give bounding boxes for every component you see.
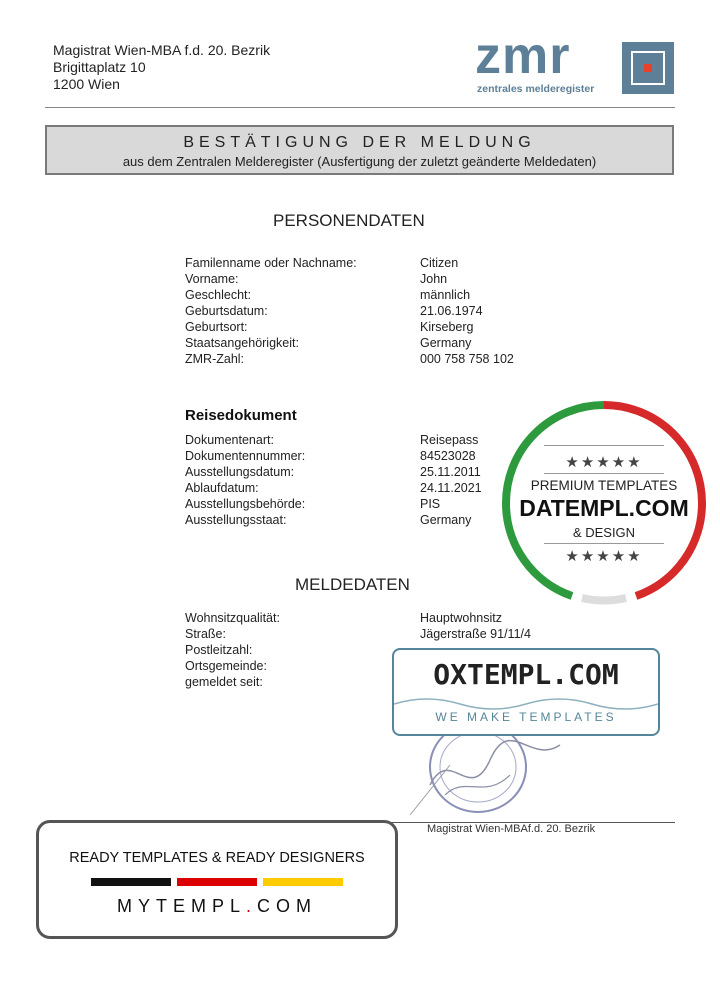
field-label: Ausstellungsstaat: xyxy=(185,513,287,527)
authority-name: Magistrat Wien-MBA f.d. 20. Bezrik xyxy=(53,42,271,58)
field-value: Germany xyxy=(420,336,472,350)
field-value: John xyxy=(420,272,448,286)
oxtempl-subtitle: WE MAKE TEMPLATES xyxy=(435,710,617,724)
field-label: Staatsangehörigkeit: xyxy=(185,336,299,350)
mytempl-url xyxy=(39,896,395,917)
field-label: Wohnsitzqualität: xyxy=(185,611,280,625)
field-label: Postleitzahl: xyxy=(185,643,253,657)
meldedaten-heading: MELDEDATEN xyxy=(295,575,410,594)
header-divider xyxy=(45,107,675,108)
document-title: BESTÄTIGUNG DER MELDUNG xyxy=(183,134,536,151)
watermark-premium-text: PREMIUM TEMPLATES xyxy=(530,478,678,493)
field-value: 000 758 758 102 xyxy=(420,352,514,366)
field-label: Dokumentennummer: xyxy=(185,449,306,463)
field-label: Geburtsort: xyxy=(185,320,248,334)
zmr-logo-icon xyxy=(622,42,674,94)
field-value: Hauptwohnsitz xyxy=(420,611,502,625)
authority-address xyxy=(53,42,270,93)
authority-street: Brigittaplatz 10 xyxy=(53,59,146,75)
field-value: Kirseberg xyxy=(420,320,474,334)
field-label: Vorname: xyxy=(185,272,239,286)
field-label: Ausstellungsbehörde: xyxy=(185,497,306,511)
document-subtitle: aus dem Zentralen Melderegister (Ausfertigung der zuletzt geänderte Meldedaten) xyxy=(122,154,597,169)
flag-stripe-black xyxy=(91,878,171,886)
field-value: männlich xyxy=(420,288,471,302)
field-label: Geschlecht: xyxy=(185,288,252,302)
field-value: 84523028 xyxy=(420,449,476,463)
mytempl-url-dot: . xyxy=(246,896,258,916)
zmr-logo-subtitle: zentrales melderegister xyxy=(477,83,595,95)
watermark-stars-bottom: ★★★★★ xyxy=(565,548,643,565)
field-label: Ortsgemeinde: xyxy=(185,659,267,673)
personendaten-heading: PERSONENDATEN xyxy=(273,211,425,230)
mytempl-watermark xyxy=(36,820,398,939)
watermark-design-text: & DESIGN xyxy=(572,525,636,540)
oxtempl-watermark xyxy=(392,648,660,736)
premium-templates-watermark xyxy=(502,401,706,605)
field-value: 25.11.2011 xyxy=(420,465,481,479)
watermark-stars-top: ★★★★★ xyxy=(565,454,643,471)
flag-stripe-red xyxy=(177,878,257,886)
field-value: 21.06.1974 xyxy=(420,304,483,318)
signature-authority: Magistrat Wien-MBAf.d. 20. Bezrik xyxy=(427,823,596,835)
field-value: Germany xyxy=(420,513,472,527)
field-value: 24.11.2021 xyxy=(420,481,482,495)
mytempl-url-name: MYTEMPL xyxy=(116,896,246,916)
authority-city: 1200 Wien xyxy=(53,76,120,92)
watermark-datempl-text: DATEMPL.COM xyxy=(519,495,689,521)
field-value: Reisepass xyxy=(420,433,479,447)
field-label: Dokumentenart: xyxy=(185,433,274,447)
field-value: PIS xyxy=(420,497,441,511)
document-banner xyxy=(45,125,674,175)
field-value: Jägerstraße 91/11/4 xyxy=(420,627,531,641)
field-label: Straße: xyxy=(185,627,226,641)
zmr-logo-text: zmr xyxy=(475,27,571,85)
field-label: Familenname oder Nachname: xyxy=(185,256,357,270)
field-label: gemeldet seit: xyxy=(185,675,263,689)
reisedokument-heading: Reisedokument xyxy=(185,407,297,424)
field-value: Citizen xyxy=(420,256,459,270)
mytempl-title: READY TEMPLATES & READY DESIGNERS xyxy=(69,850,365,866)
field-label: Ablaufdatum: xyxy=(185,481,259,495)
field-label: Geburtsdatum: xyxy=(185,304,268,318)
mytempl-url-tld: COM xyxy=(257,896,318,916)
field-label: Ausstellungsdatum: xyxy=(185,465,295,479)
oxtempl-title: OXTEMPL.COM xyxy=(433,658,619,691)
field-label: ZMR-Zahl: xyxy=(185,352,245,366)
flag-stripe-gold xyxy=(263,878,343,886)
